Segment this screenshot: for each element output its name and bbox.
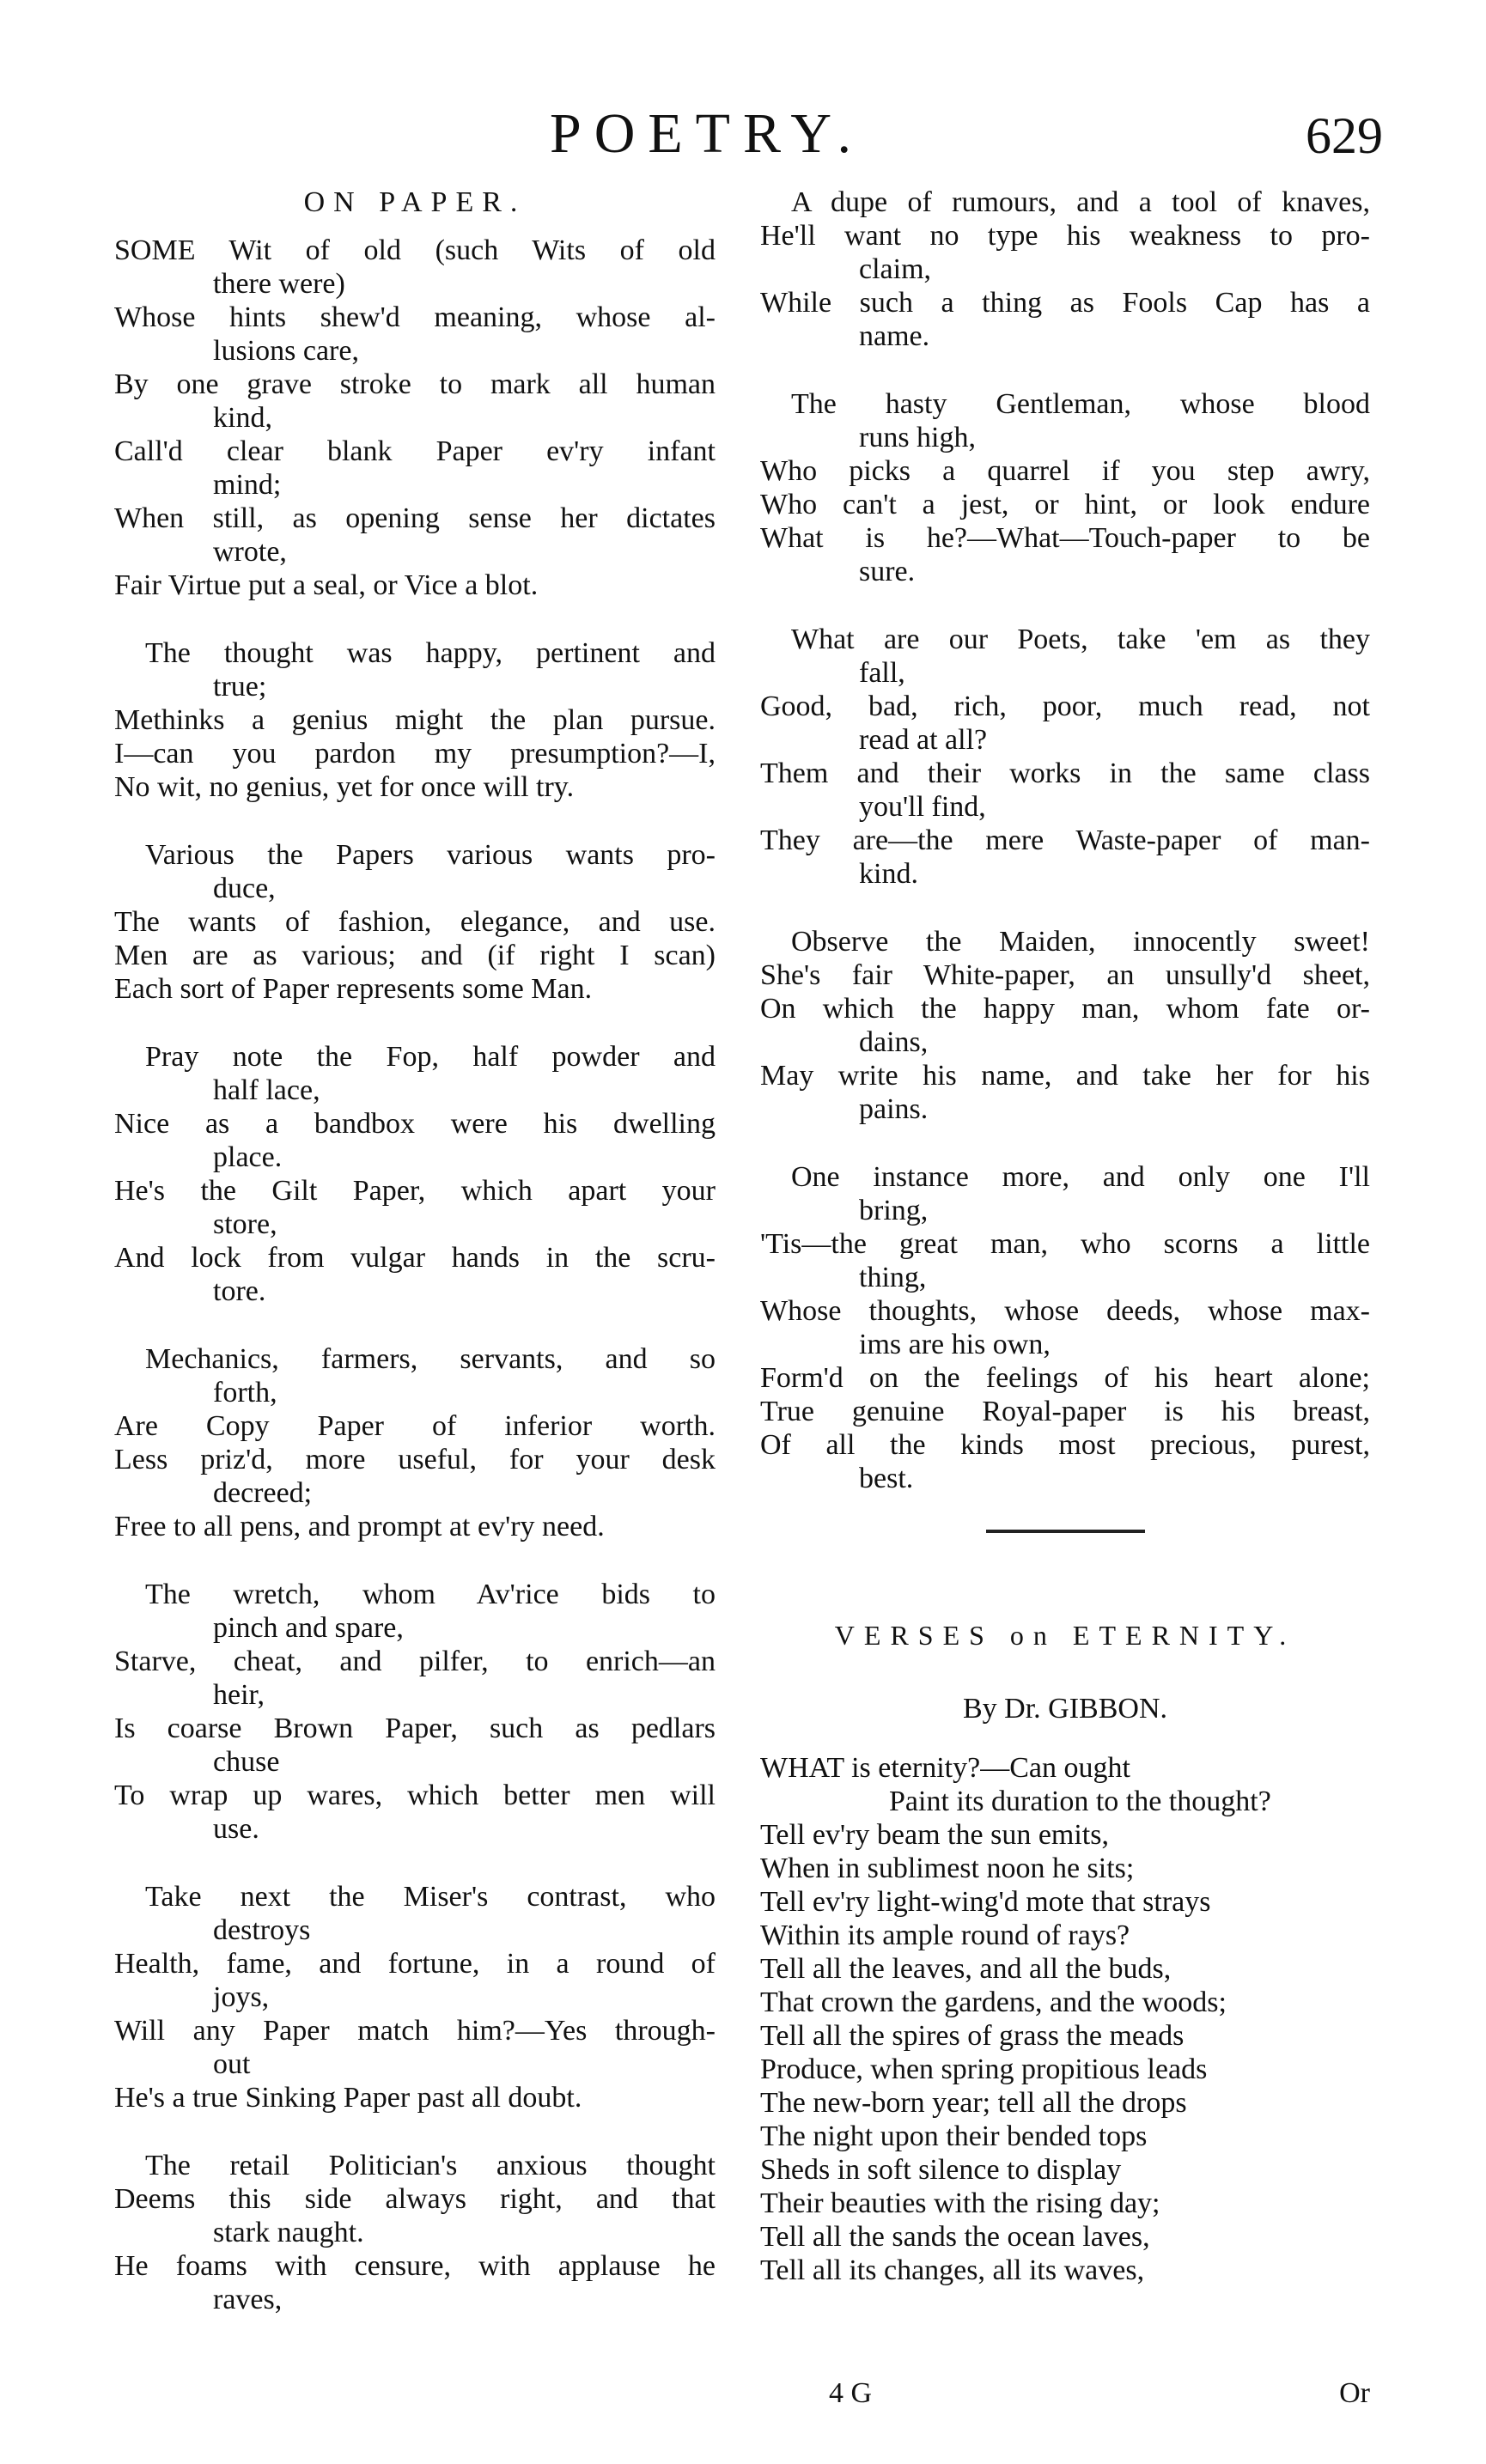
- poem-line: pinch and spare,: [213, 1612, 404, 1644]
- poem-line: decreed;: [213, 1477, 313, 1509]
- poem-line: Whose hints shew'd meaning, whose al-: [114, 301, 716, 333]
- stanza: [760, 186, 1370, 353]
- poem-line: What are our Poets, take 'em as they: [791, 624, 1370, 655]
- poem-line: He's the Gilt Paper, which apart your: [114, 1175, 716, 1207]
- stanza: [114, 234, 716, 602]
- stanza: [760, 925, 1370, 1126]
- poem-line: May write his name, and take her for his: [760, 1060, 1370, 1092]
- poem-line: By one grave stroke to mark all human: [114, 368, 716, 400]
- poem-line: pains.: [859, 1093, 929, 1125]
- poem-line: He's a true Sinking Paper past all doubt.: [114, 2082, 582, 2114]
- poem-byline: By Dr. GIBBON.: [962, 1693, 1168, 1725]
- poem-line: Call'd clear blank Paper ev'ry infant: [114, 435, 716, 467]
- poem-line: read at all?: [859, 724, 988, 756]
- poem-line: The wretch, whom Av'rice bids to: [145, 1579, 716, 1610]
- poem-line: lusions care,: [213, 335, 359, 367]
- poem-line: One instance more, and only one I'll: [791, 1161, 1370, 1193]
- poem-line: raves,: [213, 2284, 283, 2315]
- poem-line: Within its ample round of rays?: [760, 1919, 1130, 1951]
- poem-line: And lock from vulgar hands in the scru-: [114, 1242, 716, 1274]
- poem-body-eternity: [760, 1751, 1370, 2287]
- poem-line: Methinks a genius might the plan pursue.: [114, 704, 716, 736]
- stanza: [114, 838, 716, 1006]
- page-number: 629: [1306, 107, 1383, 164]
- poem-line: tore.: [213, 1275, 266, 1307]
- stanza: [114, 1578, 716, 1846]
- stanza: [760, 1160, 1370, 1495]
- poem-line: Pray note the Fop, half powder and: [145, 1041, 716, 1073]
- poem-line: WHAT is eternity?—Can ought: [760, 1752, 1130, 1784]
- poem-line: wrote,: [213, 536, 287, 568]
- poem-line: True genuine Royal-paper is his breast,: [760, 1396, 1370, 1427]
- poem-line: Paint its duration to the thought?: [889, 1786, 1271, 1817]
- poem-line: ims are his own,: [859, 1329, 1051, 1360]
- poem-line: Nice as a bandbox were his dwelling: [114, 1108, 716, 1140]
- poem-line: half lace,: [213, 1074, 320, 1106]
- poem-line: Fair Virtue put a seal, or Vice a blot.: [114, 569, 539, 601]
- poem-line: kind,: [213, 402, 272, 434]
- poem-line: The night upon their bended tops: [760, 2120, 1148, 2152]
- poem-line: Take next the Miser's contrast, who: [145, 1881, 716, 1913]
- page-footer: [760, 2377, 1370, 2415]
- signature-mark: 4 G: [829, 2377, 873, 2409]
- right-column: [760, 186, 1370, 2287]
- poem-line: The retail Politician's anxious thought: [145, 2150, 716, 2181]
- poem-line: Is coarse Brown Paper, such as pedlars: [114, 1713, 716, 1744]
- poem-line: Them and their works in the same class: [760, 757, 1370, 789]
- poem-line: you'll find,: [859, 791, 986, 823]
- poem-line: Tell all the sands the ocean laves,: [760, 2221, 1150, 2253]
- stanza: [760, 623, 1370, 891]
- poem-line: Are Copy Paper of inferior worth.: [114, 1410, 716, 1442]
- poem-line: What is he?—What—Touch-paper to be: [760, 522, 1370, 554]
- poem-line: SOME Wit of old (such Wits of old: [114, 234, 716, 266]
- stanza: [760, 387, 1370, 588]
- poem-line: Tell ev'ry beam the sun emits,: [760, 1819, 1109, 1851]
- poem-line: When still, as opening sense her dictates: [114, 502, 716, 534]
- poem-line: there were): [213, 268, 345, 300]
- catchword: Or: [1339, 2377, 1370, 2409]
- poem-line: chuse: [213, 1746, 280, 1778]
- poem-line: 'Tis—the great man, who scorns a little: [760, 1228, 1370, 1260]
- poem-line: They are—the mere Waste-paper of man-: [760, 824, 1370, 856]
- stanza: [114, 2149, 716, 2316]
- poem-line: use.: [213, 1813, 259, 1845]
- poem-title-eternity: VERSES on ETERNITY.: [834, 1620, 1296, 1651]
- poem-line: To wrap up wares, which better men will: [114, 1780, 716, 1811]
- poem-line: heir,: [213, 1679, 265, 1711]
- poem-line: Health, fame, and fortune, in a round of: [114, 1948, 716, 1980]
- poem-line: No wit, no genius, yet for once will try.: [114, 771, 575, 803]
- poem-line: fall,: [859, 657, 905, 689]
- poem-body: [114, 234, 716, 2316]
- poem-line: He'll want no type his weakness to pro-: [760, 220, 1370, 252]
- poem-line: Less priz'd, more useful, for your desk: [114, 1444, 716, 1475]
- poem-line: name.: [859, 320, 930, 352]
- poem-line: I—can you pardon my presumption?—I,: [114, 738, 716, 770]
- poem-line: Form'd on the feelings of his heart alone;: [760, 1362, 1370, 1394]
- stanza: [114, 1880, 716, 2114]
- poem-line: runs high,: [859, 422, 976, 453]
- poem-line: Tell all its changes, all its waves,: [760, 2254, 1145, 2286]
- poem-line: The new-born year; tell all the drops: [760, 2087, 1187, 2119]
- poem-line: Of all the kinds most precious, purest,: [760, 1429, 1370, 1461]
- poem-line: best.: [859, 1463, 914, 1494]
- poem-line: claim,: [859, 253, 932, 285]
- poem-line: Starve, cheat, and pilfer, to enrich—an: [114, 1646, 716, 1677]
- poem-line: Whose thoughts, whose deeds, whose max-: [760, 1295, 1370, 1327]
- poem-line: Will any Paper match him?—Yes through-: [114, 2015, 716, 2047]
- section-divider: [986, 1530, 1145, 1533]
- poem-line: A dupe of rumours, and a tool of knaves,: [791, 186, 1370, 218]
- poem-title: ON PAPER.: [303, 186, 527, 218]
- poem-line: Mechanics, farmers, servants, and so: [145, 1343, 716, 1375]
- poem-line: Their beauties with the rising day;: [760, 2187, 1160, 2219]
- poem-line: Men are as various; and (if right I scan): [114, 940, 716, 971]
- poem-line: Tell all the spires of grass the meads: [760, 2020, 1185, 2052]
- stanza: [114, 1040, 716, 1308]
- poem-line: bring,: [859, 1195, 929, 1226]
- poem-line: Deems this side always right, and that: [114, 2183, 716, 2215]
- poem-line: Various the Papers various wants pro-: [145, 839, 716, 871]
- poem-line: The hasty Gentleman, whose blood: [791, 388, 1370, 420]
- poem-line: dains,: [859, 1026, 929, 1058]
- poem-line: Free to all pens, and prompt at ev'ry need.: [114, 1511, 605, 1542]
- poem-line: stark naught.: [213, 2217, 364, 2248]
- poem-line: When in sublimest noon he sits;: [760, 1853, 1135, 1884]
- poem-line: Who picks a quarrel if you step awry,: [760, 455, 1370, 487]
- page-header: [0, 101, 1486, 170]
- poem-line: On which the happy man, whom fate or-: [760, 993, 1370, 1025]
- poem-line: Produce, when spring propitious leads: [760, 2053, 1208, 2085]
- poem-line: mind;: [213, 469, 282, 501]
- poem-line: Who can't a jest, or hint, or look endure: [760, 489, 1370, 520]
- poem-line: kind.: [859, 858, 918, 890]
- poem-line: duce,: [213, 873, 276, 904]
- poem-line: Tell all the leaves, and all the buds,: [760, 1953, 1172, 1985]
- poem-line: store,: [213, 1208, 277, 1240]
- poem-line: While such a thing as Fools Cap has a: [760, 287, 1370, 319]
- poem-line: Each sort of Paper represents some Man.: [114, 973, 593, 1005]
- poem-line: The thought was happy, pertinent and: [145, 637, 716, 669]
- stanza: [114, 636, 716, 804]
- poem-line: She's fair White-paper, an unsully'd sheet,: [760, 959, 1370, 991]
- poem-line: He foams with censure, with applause he: [114, 2250, 716, 2282]
- stanza: [114, 1342, 716, 1543]
- poem-line: Sheds in soft silence to display: [760, 2154, 1122, 2186]
- poem-line: Good, bad, rich, poor, much read, not: [760, 691, 1370, 722]
- poem-body-continued: [760, 186, 1370, 1495]
- poem-line: true;: [213, 671, 267, 703]
- poem-line: joys,: [213, 1981, 270, 2013]
- poem-line: That crown the gardens, and the woods;: [760, 1986, 1227, 2018]
- poem-line: place.: [213, 1141, 283, 1173]
- poem-line: destroys: [213, 1914, 311, 1946]
- poem-line: sure.: [859, 556, 916, 587]
- running-title: POETRY.: [550, 102, 865, 165]
- poem-line: thing,: [859, 1262, 927, 1293]
- poem-line: The wants of fashion, elegance, and use.: [114, 906, 716, 938]
- poem-line: out: [213, 2048, 251, 2080]
- left-column: [114, 186, 716, 2351]
- poem-line: Observe the Maiden, innocently sweet!: [791, 926, 1370, 958]
- poem-line: forth,: [213, 1377, 277, 1408]
- poem-line: Tell ev'ry light-wing'd mote that strays: [760, 1886, 1211, 1918]
